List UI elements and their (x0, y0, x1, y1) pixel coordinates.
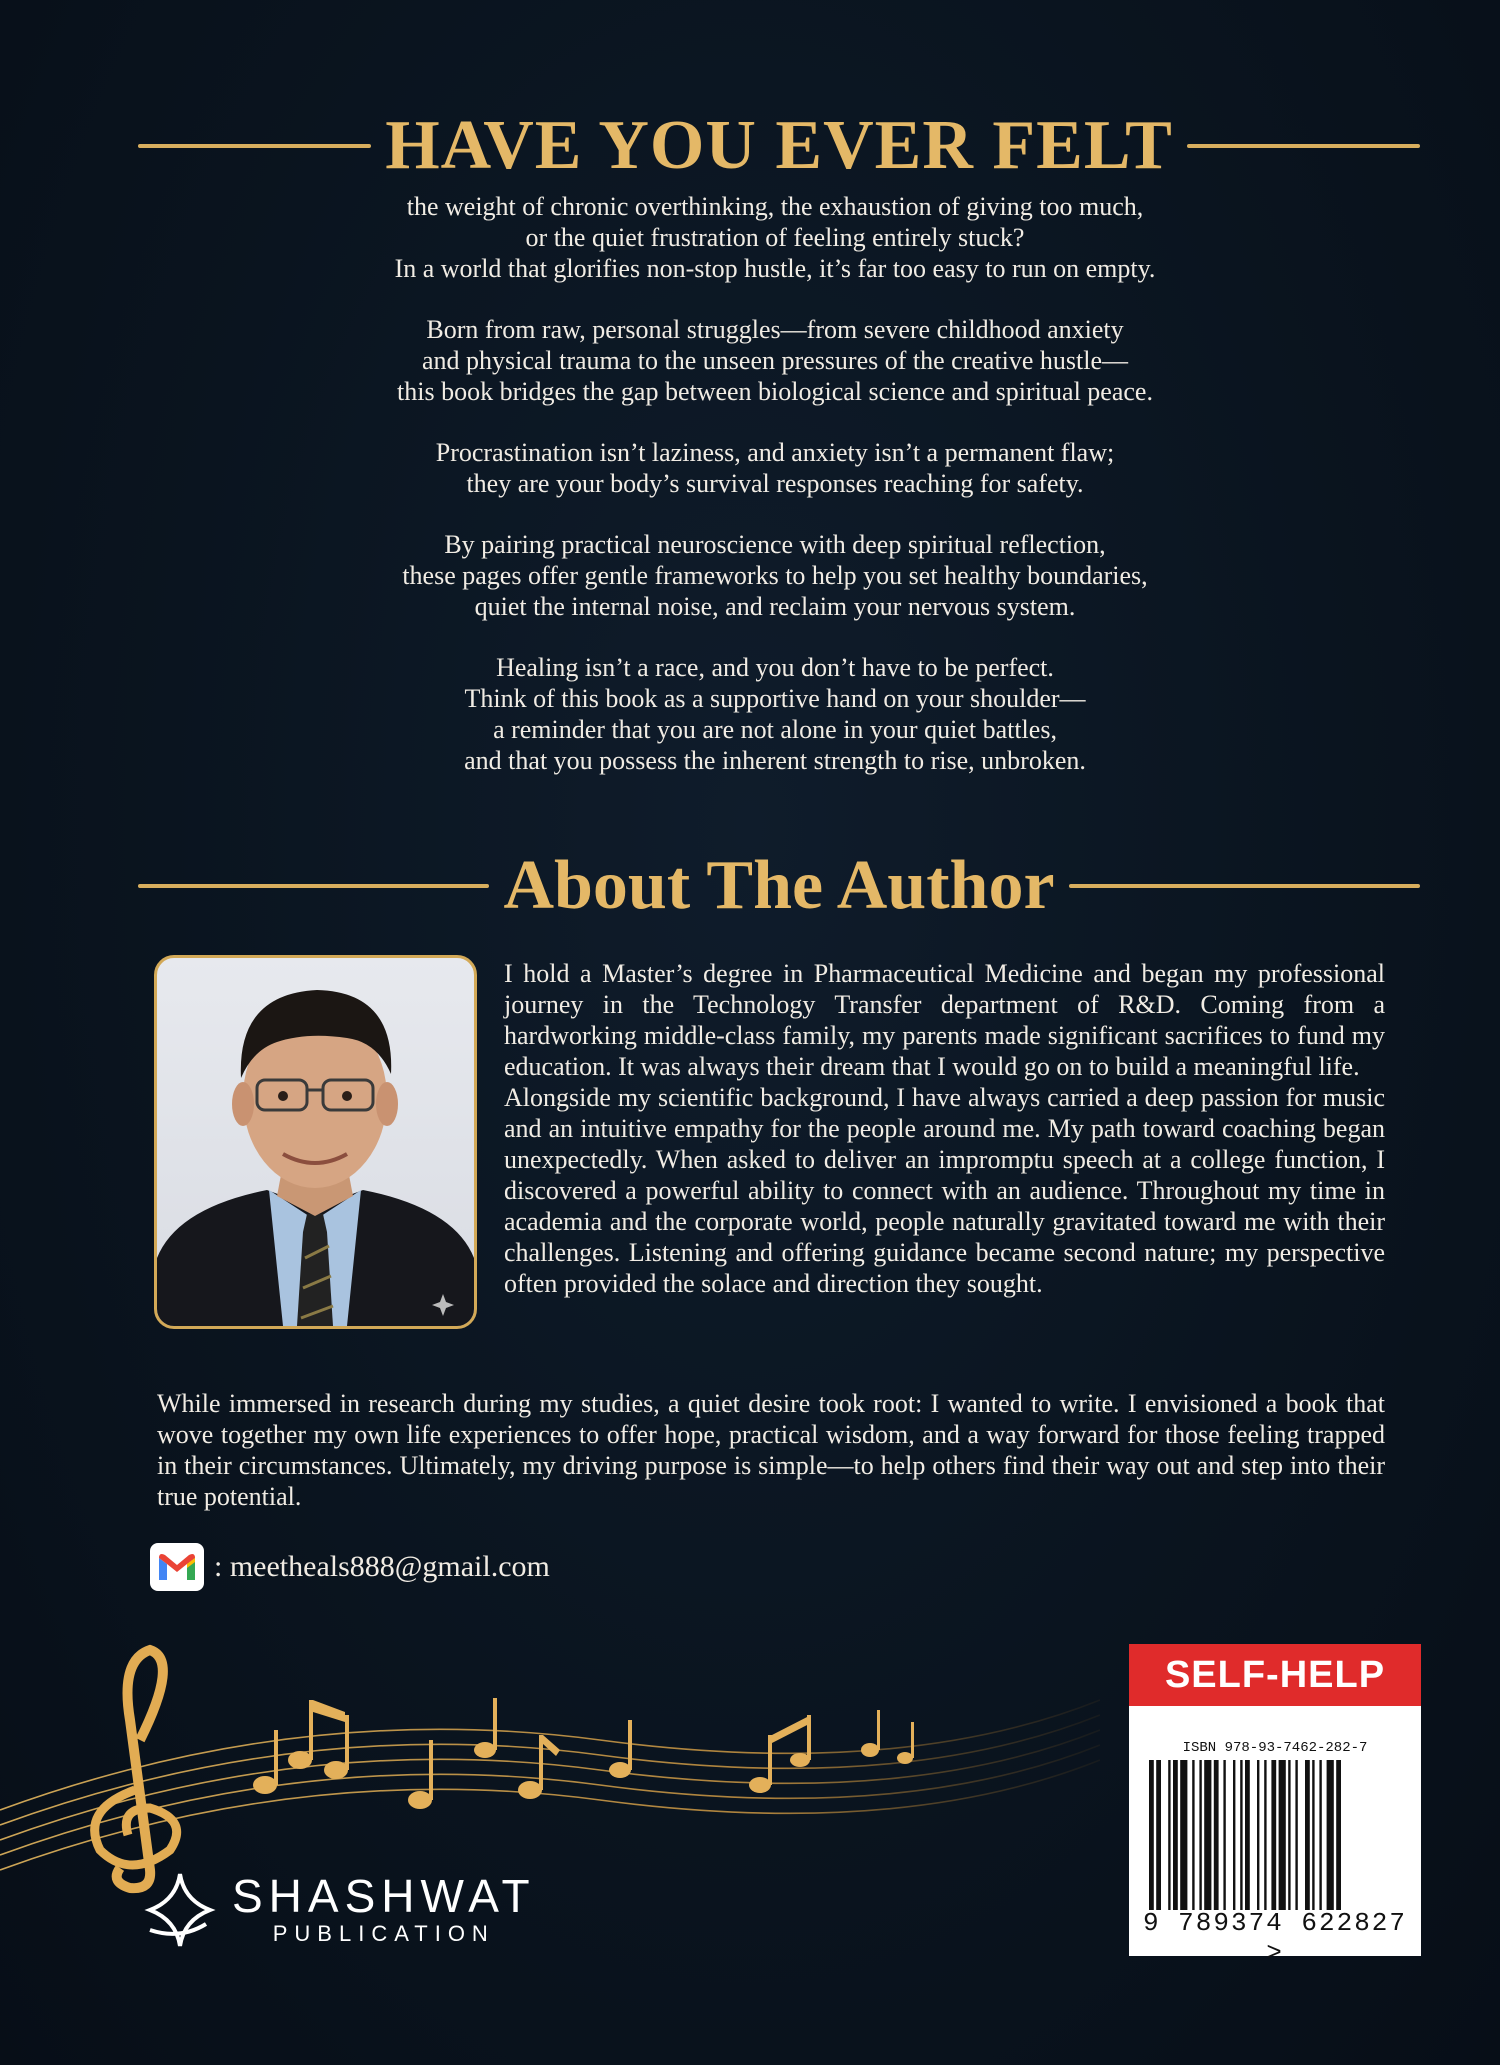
publisher-subtitle: PUBLICATION (272, 1921, 495, 1946)
barcode-bar (1336, 1760, 1341, 1910)
barcode-bar (1264, 1760, 1266, 1910)
author-photo (154, 955, 477, 1329)
barcode-bar (1204, 1760, 1211, 1910)
blurb-line: or the quiet frustration of feeling entirely stuck? (525, 223, 1025, 252)
barcode-bar (1295, 1760, 1297, 1910)
barcode-bar (1168, 1760, 1170, 1910)
barcode-bar (1327, 1760, 1334, 1910)
blurb-paragraph (150, 437, 1400, 499)
blurb-line: Healing isn’t a race, and you don’t have to be perfect. (496, 653, 1054, 682)
barcode-bar (1312, 1760, 1314, 1910)
author-paragraph: I hold a Master’s degree in Pharmaceutical Medicine and began my professional journey in the Technology Transfer department of R&D. Coming from a hardworking middle-class family, my parents made significant sacrifices to fund my education. It was always their dream that I would go on to build a meaningful life. (504, 959, 1385, 1081)
isbn-text: ISBN 978-93-7462-282-7 (1182, 1740, 1368, 1756)
blurb-line: Think of this book as a supportive hand on your shoulder— (464, 684, 1086, 713)
barcode-bar (1288, 1760, 1290, 1910)
barcode-bar (1279, 1760, 1286, 1910)
divider (138, 884, 489, 888)
author-paragraph: Alongside my scientific background, I have always carried a deep passion for music and an intuitive empathy for the people around me. My path toward coaching began unexpectedly. When asked to deliver an impromptu speech at a college function, I discovered a powerful ability to connect with an audience. Throughout my time in academia and the corporate world, people naturally gravitated toward me with their challenges. Listening and offering guidance became second nature; my perspective often provided the solace and direction they sought. (504, 1083, 1385, 1298)
barcode-bar (1192, 1760, 1194, 1910)
about-heading: About The Author (503, 847, 1055, 924)
blurb-paragraph (150, 314, 1400, 407)
blurb-line: Born from raw, personal struggles—from severe childhood anxiety (426, 315, 1124, 344)
barcode-bar (1319, 1760, 1321, 1910)
author-closing-paragraph: While immersed in research during my studies, a quiet desire took root: I wanted to write. I envisioned a book that wove together my own life experiences to offer hope, practical wisdom, and a way forward for those feeling trapped in their circumstances. Ultimately, my driving purpose is simple—to help others find their way out and step into their true potential. (157, 1389, 1385, 1511)
publisher-name: SHASHWAT (232, 1870, 536, 1922)
barcode-bar (1240, 1760, 1242, 1910)
barcode-bar (1149, 1760, 1154, 1910)
contact-email[interactable] (150, 1543, 550, 1591)
blurb-line: and that you possess the inherent strength to rise, unbroken. (464, 746, 1086, 775)
barcode-panel (1129, 1644, 1421, 1968)
email-text[interactable]: : meetheals888@gmail.com (214, 1550, 550, 1583)
barcode-bar (1305, 1760, 1310, 1910)
headline-row (138, 106, 1420, 186)
barcode-bar (1223, 1760, 1225, 1910)
barcode-bar (1271, 1760, 1276, 1910)
about-heading-row (138, 846, 1420, 926)
barcode-icon (1145, 1760, 1405, 1910)
blurb-paragraph (150, 652, 1400, 776)
blurb-line: By pairing practical neuroscience with deep spiritual reflection, (444, 530, 1106, 559)
gmail-icon (150, 1543, 204, 1591)
blurb-line: Procrastination isn’t laziness, and anxiety isn’t a permanent flaw; (435, 438, 1115, 467)
blurb-line: quiet the internal noise, and reclaim your nervous system. (474, 592, 1076, 621)
barcode-bar (1180, 1760, 1187, 1910)
publisher-star-icon (140, 1870, 220, 1950)
author-closing (157, 1388, 1385, 1512)
blurb (150, 191, 1400, 806)
ean-number: 9 789374 622827 > (1142, 1908, 1408, 1968)
blurb-line: and physical trauma to the unseen pressures of the creative hustle— (421, 346, 1129, 375)
blurb-line: they are your body’s survival responses reaching for safety. (466, 469, 1084, 498)
barcode-bar (1156, 1760, 1161, 1910)
headline: HAVE YOU EVER FELT (385, 107, 1173, 184)
genre-label: SELF-HELP (1129, 1644, 1421, 1706)
barcode-bar (1199, 1760, 1201, 1910)
blurb-line: these pages offer gentle frameworks to help you set healthy boundaries, (402, 561, 1148, 590)
barcode-bar (1257, 1760, 1259, 1910)
blurb-paragraph (150, 191, 1400, 284)
divider (1187, 144, 1420, 148)
author-bio (504, 958, 1385, 1299)
barcode-bar (1245, 1760, 1250, 1910)
blurb-line: a reminder that you are not alone in your quiet battles, (493, 715, 1057, 744)
divider (138, 144, 371, 148)
barcode-bar (1233, 1760, 1235, 1910)
publisher-logo (140, 1870, 536, 1950)
blurb-paragraph (150, 529, 1400, 622)
blurb-line: the weight of chronic overthinking, the exhaustion of giving too much, (406, 192, 1144, 221)
divider (1069, 884, 1420, 888)
author-portrait-illustration (157, 958, 474, 1326)
barcode-bar (1173, 1760, 1178, 1910)
music-notes-illustration (0, 1640, 1100, 1900)
blurb-line: this book bridges the gap between biological science and spiritual peace. (397, 377, 1153, 406)
barcode-bar (1214, 1760, 1219, 1910)
blurb-line: In a world that glorifies non-stop hustle, it’s far too easy to run on empty. (394, 254, 1156, 283)
